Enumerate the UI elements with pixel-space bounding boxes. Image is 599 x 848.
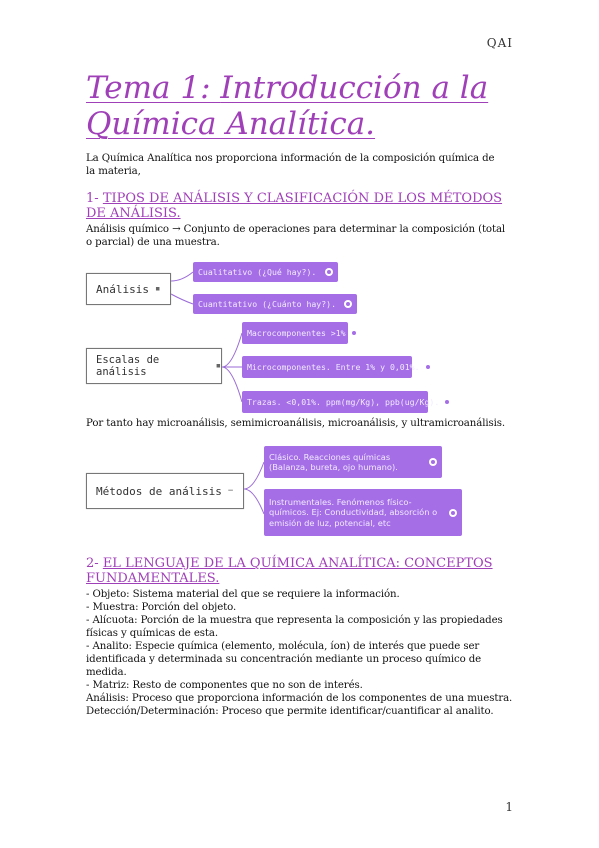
expand-dot-icon[interactable] [424,363,432,371]
connector-line [244,489,264,514]
section2-heading [86,556,506,586]
expand-dot-icon[interactable] [325,268,333,276]
expand-dot-icon[interactable] [344,300,352,308]
list-item: - Matriz: Resto de componentes que no son de interés. [86,680,363,691]
collapse-icon: ▪ [215,361,221,371]
mindmap-node-cuantitativo[interactable] [193,294,357,314]
mindmap-root-label: Métodos de análisis [96,484,222,498]
node-label: Microcomponentes. Entre 1% y 0,01%. [247,362,420,372]
section1-title: TIPOS DE ANÁLISIS Y CLASIFICACIÓN DE LOS MÉTODOS DE ANÁLISIS. [86,191,503,221]
connector-line [244,462,264,489]
expand-dot-icon[interactable] [350,329,358,337]
definition-line: Análisis: Proceso que proporciona información de los componentes de una muestra. [86,693,513,704]
title-prefix: Tema 1: [86,70,211,106]
mindmap-node-clasico[interactable] [264,446,442,478]
connector-line [222,367,242,402]
mindmap-root-metodos[interactable] [86,473,244,509]
section2-title: EL LENGUAJE DE LA QUÍMICA ANALÍTICA: CONCEPTOS FUNDAMENTALES. [86,556,493,586]
definition-line: Detección/Determinación: Proceso que permite identificar/cuantificar al analito. [86,706,494,717]
page-number: 1 [505,800,513,814]
node-label: Clásico. Reacciones químicas (Balanza, bureta, ojo humano). [269,451,398,472]
mindmap-node-micro[interactable] [242,356,420,378]
mindmap-root-label: Análisis [96,282,149,296]
mindmap-root-escalas[interactable] [86,348,222,384]
node-label: Cualitativo (¿Qué hay?). [198,267,317,277]
mindmap-node-instrumentales[interactable] [264,489,462,536]
mindmap-node-macro[interactable] [242,322,348,344]
section1-number: 1- [86,191,99,206]
connector-line [171,294,193,304]
expand-dot-icon[interactable] [449,509,457,517]
list-item: - Muestra: Porción del objeto. [86,602,237,613]
node-label: Cuantitativo (¿Cuánto hay?). [198,299,337,309]
section2-definitions [86,692,516,718]
title-main: Introducción a la Química Analítica. [86,70,489,142]
mindmap-node-trazas[interactable] [242,391,440,413]
intro-paragraph: La Química Analítica nos proporciona información de la composición química de la materia, [86,153,495,177]
collapse-icon: − [227,486,234,496]
mindmap-node-cualitativo[interactable] [193,262,338,282]
node-label: Macrocomponentes >1% [247,328,346,338]
list-item: - Analito: Especie química (elemento, molécula, íon) de interés que puede ser identificada y determinada su concentración mediante un proceso químico de medida. [86,641,482,678]
collapse-icon: ▪ [154,284,161,294]
mindmap-root-label: Escalas de análisis [96,354,160,378]
header-code: QAI [486,36,513,50]
section2-number: 2- [86,556,99,571]
connector-line [222,333,242,367]
section1-definition: Análisis químico → Conjunto de operaciones para determinar la composición (total o parcial) de una muestra. [86,224,506,248]
list-item: - Objeto: Sistema material del que se requiere la información. [86,589,400,600]
summary-line: Por tanto hay microanálisis, semimicroanálisis, microanálisis, y ultramicroanálisis. [86,418,506,429]
section2-list [86,588,516,692]
list-item: - Alícuota: Porción de la muestra que representa la composición y las propiedades físicas y químicas de esta. [86,615,503,639]
connector-line [171,272,193,281]
expand-dot-icon[interactable] [429,458,437,466]
mindmap-root-analisis[interactable] [86,273,171,305]
node-label: Trazas. <0,01%. ppm(mg/Kg), ppb(ug/Kg). [247,397,440,407]
node-label: Instrumentales. Fenómenos físico-químicos. Ej: Conductividad, absorción o emisión de luz, potencial, etc [269,496,438,528]
